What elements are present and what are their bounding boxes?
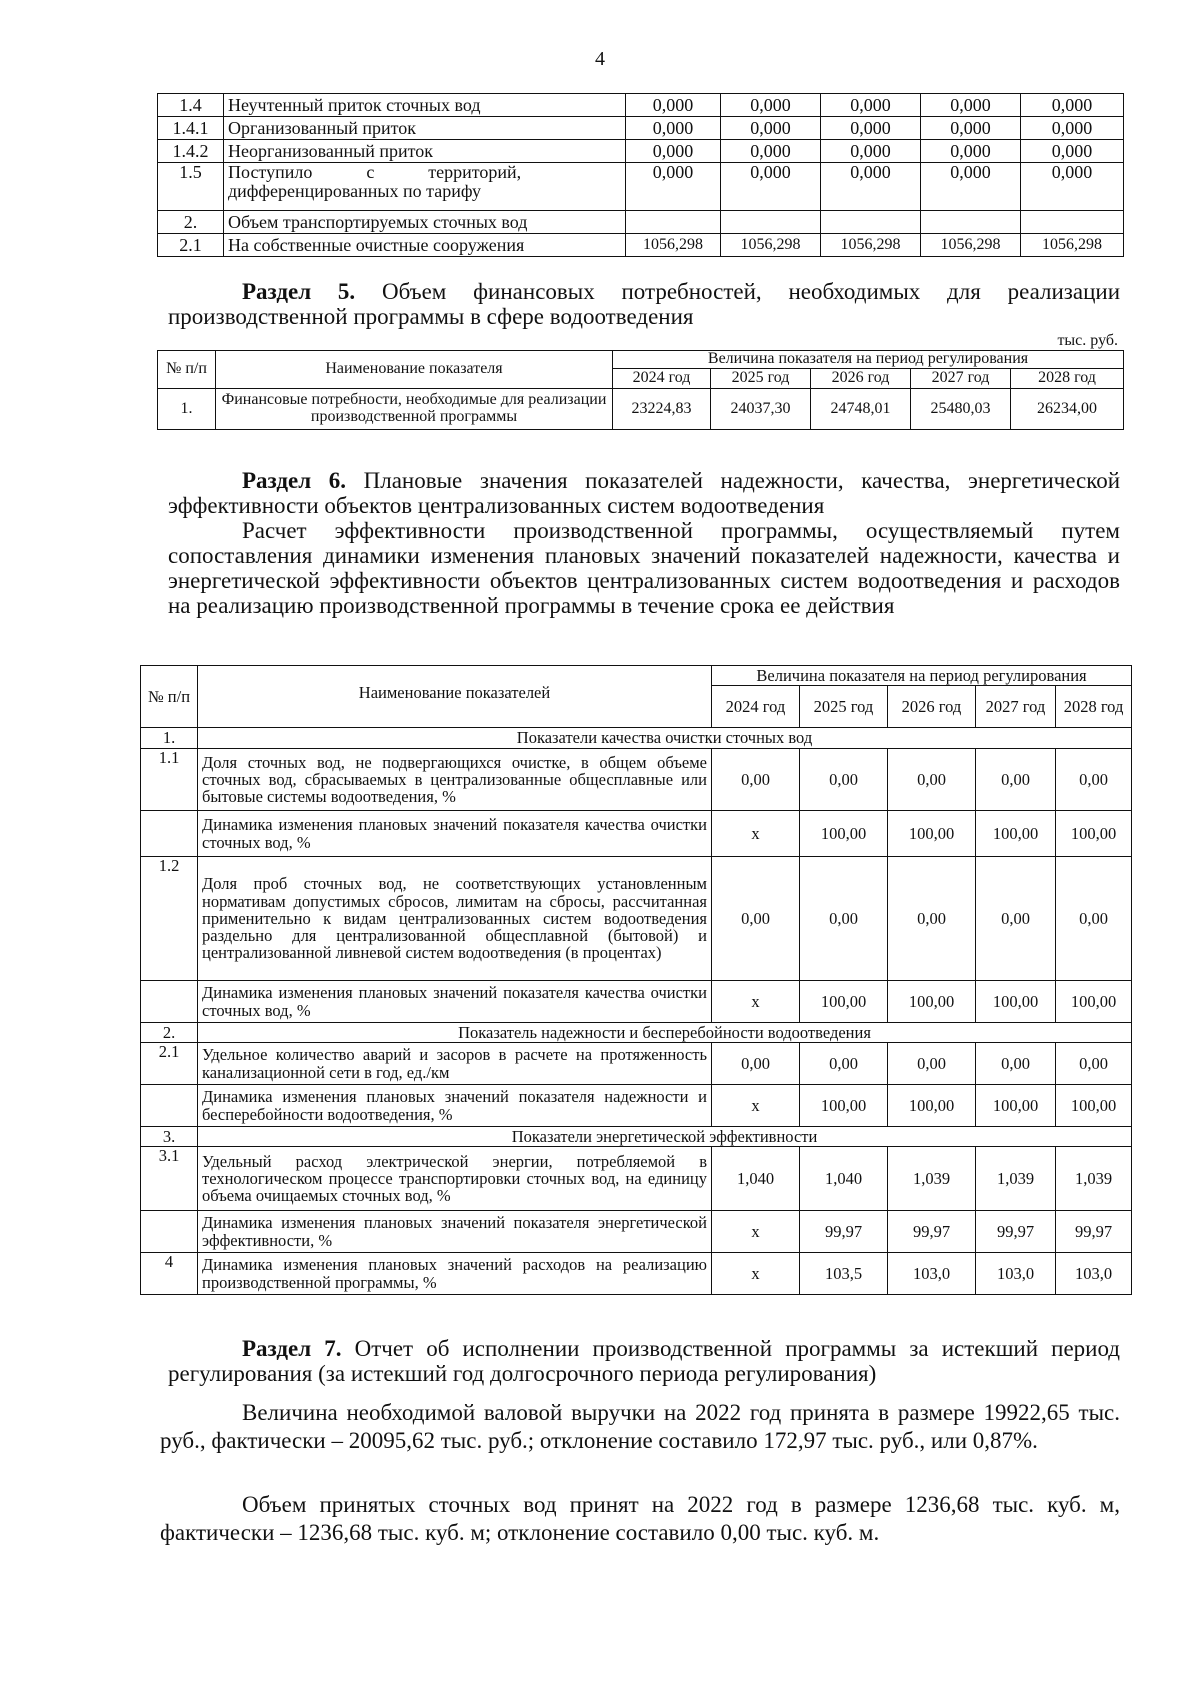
cell-value: 23224,83 [613,389,711,430]
cell-value: 24748,01 [811,389,911,430]
cell-value: 100,00 [1056,811,1132,857]
year-header: 2028 год [1011,369,1124,389]
group-row [141,728,1132,749]
year-header: 2026 год [811,369,911,389]
section-7-paragraph-1: Величина необходимой валовой выручки на 2022 год принята в размере 19922,65 тыс. руб., фактически – 20095,62 тыс. руб.; отклонение составило 172,97 тыс. руб., или 0,87%. [160,1400,1120,1453]
table-row [158,117,1124,140]
cell-value: 0,00 [712,1043,800,1085]
cell-value: 0,00 [888,749,976,811]
table-row [141,1085,1132,1127]
cell-value: 0,00 [1056,857,1132,981]
section-label: Раздел 6. [242,468,346,493]
table-row [158,234,1124,257]
cell-value: 100,00 [800,981,888,1023]
row-name: Финансовые потребности, необходимые для реализации производственной программы [216,389,613,430]
group-title: Показатели качества очистки сточных вод [198,728,1132,749]
row-num: 3. [141,1127,198,1147]
row-num: 1.2 [141,857,198,981]
cell-value: 0,00 [1056,749,1132,811]
row-num: 1.4 [158,94,224,117]
year-header: 2025 год [711,369,811,389]
group-title: Показатель надежности и бесперебойности водоотведения [198,1023,1132,1043]
cell-value: 0,000 [921,140,1021,163]
cell-value: 0,000 [626,94,721,117]
row-name [224,163,626,211]
cell-value: 1056,298 [626,234,721,257]
cell-value: 0,000 [921,94,1021,117]
section-7-paragraph-2: Объем принятых сточных вод принят на 2022 год в размере 1236,68 тыс. куб. м, фактически – 1236,68 тыс. куб. м; отклонение составило 0,00 тыс. куб. м. [160,1492,1120,1545]
cell-value: 0,00 [888,1043,976,1085]
year-header: 2028 год [1056,686,1132,728]
year-header: 2026 год [888,686,976,728]
cell-value: 99,97 [976,1211,1056,1253]
row-name: Доля проб сточных вод, не соответствующих установленным нормативам допустимых сбросов, лимитам на сбросы, рассчитанная применительно к видам централизованных систем водоотведения раздельно для централизованной общесплавной (бытовой) и централизованной ливневой систем водоотведения (в процентах) [198,857,712,981]
cell-value: 100,00 [976,811,1056,857]
cell-value: 0,000 [1021,117,1124,140]
row-num: 1. [141,728,198,749]
cell-value: 0,00 [1056,1043,1132,1085]
cell-value: 100,00 [888,981,976,1023]
section-label: Раздел 5. [242,279,356,304]
cell-value: 1,039 [976,1147,1056,1211]
year-header: 2027 год [976,686,1056,728]
row-name: Динамика изменения плановых значений показателя качества очистки сточных вод, % [198,811,712,857]
header-name: Наименование показателей [198,666,712,728]
cell-value: 0,00 [800,749,888,811]
row-name: Динамика изменения плановых значений расходов на реализацию производственной программы, % [198,1253,712,1295]
table-row [141,1253,1132,1295]
page-number: 4 [595,48,605,70]
cell-value: 0,00 [888,857,976,981]
row-num: 2.1 [141,1043,198,1085]
year-header: 2024 год [712,686,800,728]
cell-value [721,211,821,234]
table-row [141,1147,1132,1211]
row-num: 1.4.1 [158,117,224,140]
cell-value: 0,00 [800,1043,888,1085]
wastewater-volume-table [157,93,1124,257]
row-num: 1.4.2 [158,140,224,163]
section-title: Объем финансовых потребностей, необходимых для реализации производственной программы в сфере водоотведения [168,279,1121,329]
header-num: № п/п [141,666,198,728]
cell-value: 103,0 [1056,1253,1132,1295]
year-header: 2027 год [911,369,1011,389]
section-7-heading [168,1336,1120,1386]
group-row [141,1127,1132,1147]
section-6-paragraph: Расчет эффективности производственной программы, осуществляемый путем сопоставления динамики изменения плановых значений показателей надежности, качества и энергетической эффективности объектов централизованных систем водоотведения и расходов на реализацию производственной программы в течение срока ее действия [168,518,1120,618]
cell-value: 0,000 [921,117,1021,140]
cell-value [921,211,1021,234]
cell-value: 0,000 [721,117,821,140]
cell-value: 1056,298 [821,234,921,257]
financial-needs-table [157,350,1124,430]
row-num: 4 [141,1253,198,1295]
row-name: Динамика изменения плановых значений показателя энергетической эффективности, % [198,1211,712,1253]
cell-value: 1,040 [712,1147,800,1211]
cell-value: 0,000 [821,94,921,117]
table-row [158,163,1124,211]
cell-value: x [712,981,800,1023]
cell-value: 26234,00 [1011,389,1124,430]
cell-value: 0,000 [626,117,721,140]
row-name: Организованный приток [224,117,626,140]
cell-value: 100,00 [976,1085,1056,1127]
cell-value: 100,00 [800,1085,888,1127]
year-header: 2024 год [613,369,711,389]
cell-value: 0,000 [626,163,721,211]
row-num: 1.1 [141,749,198,811]
row-name: Неорганизованный приток [224,140,626,163]
cell-value: 0,000 [1021,140,1124,163]
cell-value: 0,000 [821,117,921,140]
cell-value: x [712,1253,800,1295]
row-name: Удельное количество аварий и засоров в расчете на протяженность канализационной сети в год, ед./км [198,1043,712,1085]
row-name: На собственные очистные сооружения [224,234,626,257]
table-row [158,389,1124,430]
indicators-table [140,665,1132,1295]
row-name: Динамика изменения плановых значений показателя качества очистки сточных вод, % [198,981,712,1023]
section-6-heading [168,468,1120,518]
row-name: Динамика изменения плановых значений показателя надежности и бесперебойности водоотведения, % [198,1085,712,1127]
cell-value: 0,00 [800,857,888,981]
cell-value: 1,039 [1056,1147,1132,1211]
row-name-line: дифференцированных по тарифу [228,180,482,201]
cell-value: 0,000 [1021,163,1124,211]
row-num: 3.1 [141,1147,198,1211]
cell-value: 1056,298 [921,234,1021,257]
cell-value: 100,00 [1056,1085,1132,1127]
table-row [158,94,1124,117]
group-title: Показатели энергетической эффективности [198,1127,1132,1147]
cell-value: 1056,298 [1021,234,1124,257]
cell-value: 1056,298 [721,234,821,257]
cell-value: 1,039 [888,1147,976,1211]
cell-value: 0,000 [921,163,1021,211]
section-title: Плановые значения показателей надежности, качества, энергетической эффективности объектов централизованных систем водоотведения [168,468,1121,518]
cell-value: 103,0 [976,1253,1056,1295]
row-num: 2. [158,211,224,234]
cell-value: 99,97 [1056,1211,1132,1253]
section-title: Отчет об исполнении производственной программы за истекший период регулирования (за истекший год долгосрочного периода регулирования) [168,1336,1120,1386]
table-row [141,749,1132,811]
cell-value: 103,0 [888,1253,976,1295]
cell-value: 0,000 [626,140,721,163]
row-name-line: Поступило с территорий, [228,162,522,182]
cell-value: 0,00 [712,857,800,981]
cell-value: x [712,811,800,857]
row-name: Удельный расход электрической энергии, потребляемой в технологическом процессе транспортировки сточных вод, на единицу объема очищаемых сточных вод, % [198,1147,712,1211]
group-row [141,1023,1132,1043]
cell-value: 103,5 [800,1253,888,1295]
cell-value: 0,000 [821,140,921,163]
cell-value: 100,00 [888,1085,976,1127]
cell-value: 24037,30 [711,389,811,430]
cell-value [1021,211,1124,234]
table-row [141,1211,1132,1253]
cell-value: x [712,1211,800,1253]
cell-value: 0,00 [976,1043,1056,1085]
cell-value: 0,000 [721,140,821,163]
row-num: 1.5 [158,163,224,211]
section-label: Раздел 7. [242,1336,342,1361]
header-num: № п/п [158,351,216,389]
cell-value: 100,00 [800,811,888,857]
cell-value: x [712,1085,800,1127]
header-period: Величина показателя на период регулирования [613,351,1124,369]
row-name: Неучтенный приток сточных вод [224,94,626,117]
row-num: 2. [141,1023,198,1043]
header-name: Наименование показателя [216,351,613,389]
cell-value: 0,00 [712,749,800,811]
row-name: Объем транспортируемых сточных вод [224,211,626,234]
cell-value: 100,00 [976,981,1056,1023]
cell-value: 0,00 [976,857,1056,981]
unit-label: тыс. руб. [1057,332,1118,349]
cell-value: 100,00 [888,811,976,857]
row-name: Доля сточных вод, не подвергающихся очистке, в общем объеме сточных вод, сбрасываемых в централизованные общесплавные или бытовые системы водоотведения, % [198,749,712,811]
table-row [141,981,1132,1023]
row-num: 2.1 [158,234,224,257]
cell-value: 99,97 [888,1211,976,1253]
table-row [141,1043,1132,1085]
table-row [158,211,1124,234]
cell-value [626,211,721,234]
year-header: 2025 год [800,686,888,728]
cell-value: 1,040 [800,1147,888,1211]
section-5-heading [168,279,1120,329]
header-period: Величина показателя на период регулирования [712,666,1132,686]
table-row [141,811,1132,857]
cell-value: 0,000 [721,94,821,117]
row-num: 1. [158,389,216,430]
cell-value: 99,97 [800,1211,888,1253]
table-row [141,857,1132,981]
cell-value: 0,000 [721,163,821,211]
cell-value: 100,00 [1056,981,1132,1023]
cell-value: 0,00 [976,749,1056,811]
cell-value [821,211,921,234]
table-row [158,140,1124,163]
cell-value: 25480,03 [911,389,1011,430]
cell-value: 0,000 [821,163,921,211]
cell-value: 0,000 [1021,94,1124,117]
